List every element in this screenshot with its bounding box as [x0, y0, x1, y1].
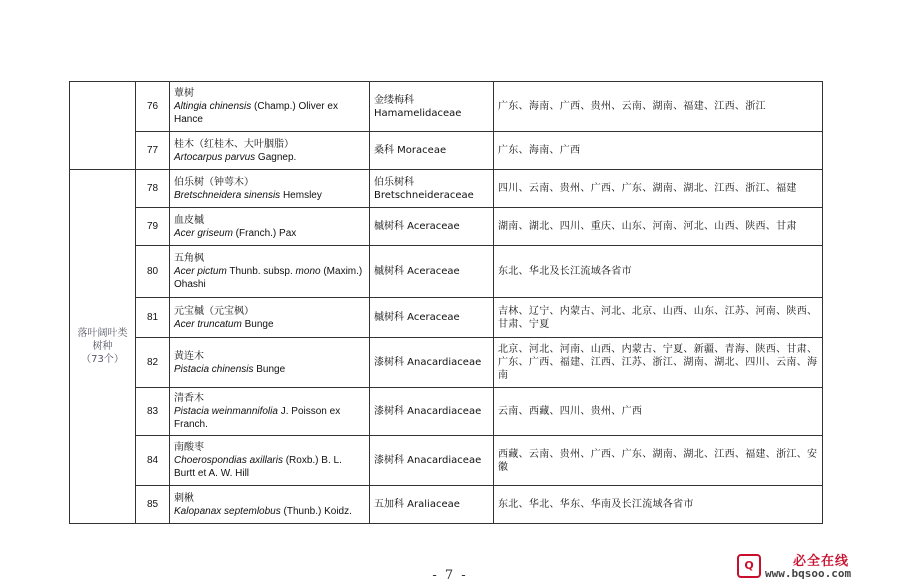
row-number: 78	[136, 170, 170, 208]
chinese-name: 南酸枣	[174, 442, 204, 453]
table-row	[70, 388, 823, 436]
row-number: 81	[136, 298, 170, 338]
distribution-cell: 西藏、云南、贵州、广西、广东、湖南、湖北、江西、福建、浙江、安徽	[494, 436, 823, 486]
family-cell: 五加科 Araliaceae	[370, 486, 494, 524]
site-logo-icon: Q	[737, 554, 761, 578]
scientific-name: Kalopanax septemlobus (Thunb.) Koidz.	[174, 505, 352, 517]
scientific-name: Acer truncatum Bunge	[174, 318, 274, 330]
family-cell: 漆树科 Anacardiaceae	[370, 338, 494, 388]
family-cell: 漆树科 Anacardiaceae	[370, 436, 494, 486]
scientific-name: Pistacia weinmannifolia J. Poisson ex Franch.	[174, 406, 341, 430]
table-row	[70, 298, 823, 338]
chinese-name: 清香木	[174, 393, 204, 404]
chinese-name: 刺楸	[174, 492, 194, 504]
family-cell: 金缕梅科 Hamamelidaceae	[370, 82, 494, 132]
distribution-cell: 广东、海南、广西、贵州、云南、湖南、福建、江西、浙江	[494, 82, 823, 132]
family-cell: 伯乐树科 Bretschneideraceae	[370, 170, 494, 208]
row-number: 79	[136, 208, 170, 246]
row-number: 77	[136, 132, 170, 170]
distribution-cell: 云南、西藏、四川、贵州、广西	[494, 388, 823, 436]
row-number: 85	[136, 486, 170, 524]
species-name-cell	[170, 298, 370, 338]
family-cell: 槭树科 Aceraceae	[370, 208, 494, 246]
category-cell-empty	[70, 82, 136, 170]
distribution-cell: 四川、云南、贵州、广西、广东、湖南、湖北、江西、浙江、福建	[494, 170, 823, 208]
table-row	[70, 208, 823, 246]
row-number: 83	[136, 388, 170, 436]
watermark-title: 必全在线	[793, 554, 850, 569]
chinese-name: 元宝槭（元宝枫）	[174, 305, 254, 317]
distribution-cell: 东北、华北及长江流域各省市	[494, 246, 823, 298]
family-cell: 槭树科 Aceraceae	[370, 298, 494, 338]
distribution-cell: 北京、河北、河南、山西、内蒙古、宁夏、新疆、青海、陕西、甘肃、广东、广西、福建、江西、江苏、浙江、湖南、湖北、四川、云南、海南	[494, 338, 823, 388]
row-number: 80	[136, 246, 170, 298]
scientific-name: Pistacia chinensis Bunge	[174, 363, 286, 375]
species-name-cell	[170, 132, 370, 170]
distribution-cell: 吉林、辽宁、内蒙古、河北、北京、山西、山东、江苏、河南、陕西、甘肃、宁夏	[494, 298, 823, 338]
family-cell: 漆树科 Anacardiaceae	[370, 388, 494, 436]
category-label-line2: 树种	[92, 341, 113, 352]
chinese-name: 血皮槭	[174, 214, 204, 226]
scientific-name: Artocarpus parvus Gagnep.	[174, 151, 297, 163]
species-name-cell	[170, 486, 370, 524]
table-row	[70, 170, 823, 208]
table-row	[70, 132, 823, 170]
family-cell: 桑科 Moraceae	[370, 132, 494, 170]
row-number: 82	[136, 338, 170, 388]
distribution-cell: 广东、海南、广西	[494, 132, 823, 170]
table-row	[70, 246, 823, 298]
species-name-cell	[170, 82, 370, 132]
row-number: 84	[136, 436, 170, 486]
table-row	[70, 486, 823, 524]
species-name-cell	[170, 436, 370, 486]
category-count: （73个）	[81, 354, 124, 365]
species-name-cell	[170, 246, 370, 298]
table-row	[70, 338, 823, 388]
table-row	[70, 436, 823, 486]
scientific-name: Acer pictum Thunb. subsp. mono (Maxim.) Ohashi	[174, 266, 363, 290]
species-name-cell	[170, 208, 370, 246]
distribution-cell: 湖南、湖北、四川、重庆、山东、河南、河北、山西、陕西、甘肃	[494, 208, 823, 246]
species-name-cell	[170, 170, 370, 208]
scientific-name: Acer griseum (Franch.) Pax	[174, 227, 297, 239]
watermark-url: www.bqsoo.com	[765, 567, 852, 580]
scientific-name: Choerospondias axillaris (Roxb.) B. L. Burtt et A. W. Hill	[174, 455, 342, 479]
chinese-name: 蕈树	[174, 88, 194, 99]
category-cell	[70, 170, 136, 524]
page-number: - 7 -	[432, 568, 468, 583]
chinese-name: 五角枫	[174, 253, 204, 264]
species-name-cell	[170, 388, 370, 436]
scientific-name: Bretschneidera sinensis Hemsley	[174, 189, 322, 201]
watermark[interactable]	[737, 550, 897, 582]
category-label-line1: 落叶阔叶类	[77, 328, 128, 339]
chinese-name: 伯乐树（钟萼木）	[174, 176, 254, 188]
species-table	[69, 81, 823, 524]
row-number: 76	[136, 82, 170, 132]
distribution-cell: 东北、华北、华东、华南及长江流域各省市	[494, 486, 823, 524]
species-name-cell	[170, 338, 370, 388]
family-cell: 槭树科 Aceraceae	[370, 246, 494, 298]
chinese-name: 黄连木	[174, 350, 204, 362]
scientific-name: Altingia chinensis (Champ.) Oliver ex Hance	[174, 101, 338, 125]
chinese-name: 桂木（红桂木、大叶胭脂）	[174, 138, 294, 150]
table-row	[70, 82, 823, 132]
